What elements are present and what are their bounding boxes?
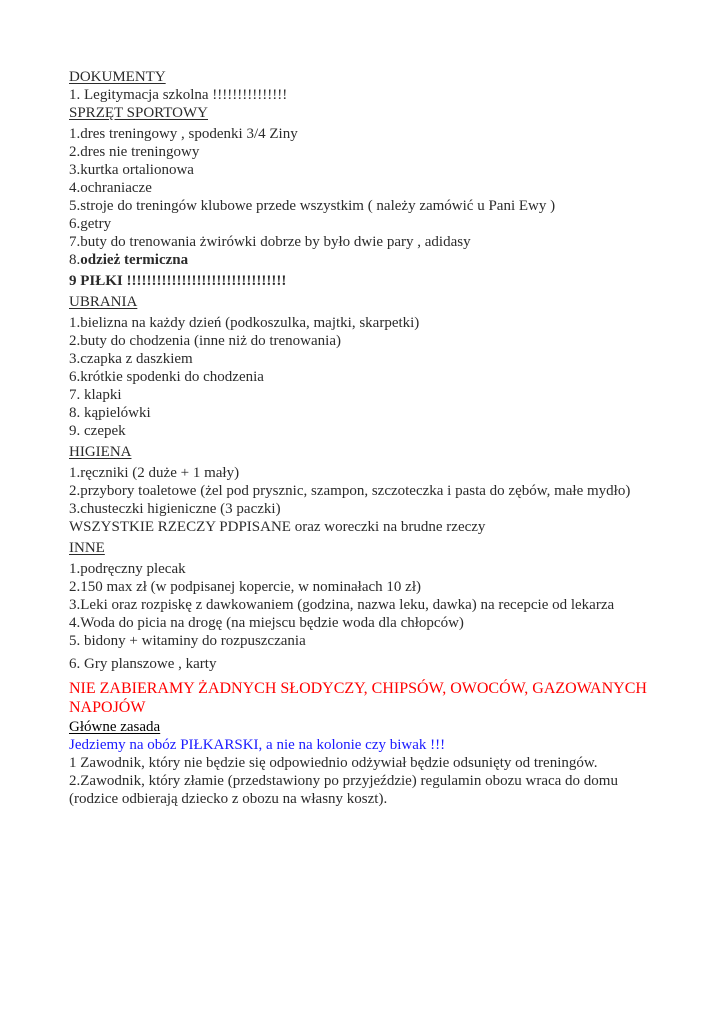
list-item: 4.Woda do picia na drogę (na miejscu będzie woda dla chłopców) bbox=[69, 615, 464, 631]
heading-ubrania: UBRANIA bbox=[69, 294, 138, 310]
heading-dokumenty: DOKUMENTY bbox=[69, 69, 166, 85]
list-item: 3.czapka z daszkiem bbox=[69, 351, 193, 367]
list-item: 6. Gry planszowe , karty bbox=[69, 656, 217, 672]
item-bold-text: odzież termiczna bbox=[80, 252, 189, 268]
heading-rules: Główne zasada bbox=[69, 719, 161, 735]
list-item: 2.przybory toaletowe (żel pod prysznic, szampon, szczoteczka i pasta do zębów, małe mydło) bbox=[69, 483, 631, 499]
list-item: 1. Legitymacja szkolna !!!!!!!!!!!!!!! bbox=[69, 87, 288, 103]
warning-text: NIE ZABIERAMY ŻADNYCH SŁODYCZY, CHIPSÓW, OWOCÓW, GAZOWANYCH NAPOJÓW bbox=[69, 680, 647, 716]
list-item-balls: 9 PIŁKI !!!!!!!!!!!!!!!!!!!!!!!!!!!!!!!! bbox=[69, 273, 287, 289]
list-item: 3.kurtka ortalionowa bbox=[69, 162, 194, 178]
list-item: 9. czepek bbox=[69, 423, 126, 439]
document-page bbox=[69, 68, 669, 808]
rules-intro: Jedziemy na obóz PIŁKARSKI, a nie na kolonie czy biwak !!! bbox=[69, 737, 446, 753]
list-item: 1.dres treningowy , spodenki 3/4 Ziny bbox=[69, 126, 298, 142]
list-item: 8. kąpielówki bbox=[69, 405, 151, 421]
list-item: 4.ochraniacze bbox=[69, 180, 152, 196]
item-number: 8. bbox=[69, 252, 81, 268]
list-item: 2.buty do chodzenia (inne niż do trenowania) bbox=[69, 333, 341, 349]
list-item: 1.bielizna na każdy dzień (podkoszulka, majtki, skarpetki) bbox=[69, 315, 420, 331]
list-item-signed-note: WSZYSTKIE RZECZY PDPISANE oraz woreczki na brudne rzeczy bbox=[69, 519, 486, 535]
list-item: 1.podręczny plecak bbox=[69, 561, 186, 577]
list-item: 1.ręczniki (2 duże + 1 mały) bbox=[69, 465, 240, 481]
rule-item: 1 Zawodnik, który nie będzie się odpowiednio odżywiał będzie odsunięty od treningów. bbox=[69, 755, 598, 771]
list-item: 5.stroje do treningów klubowe przede wszystkim ( należy zamówić u Pani Ewy ) bbox=[69, 198, 556, 214]
list-item: 3.chusteczki higieniczne (3 paczki) bbox=[69, 501, 281, 517]
list-item: 7. klapki bbox=[69, 387, 122, 403]
list-item: 2.150 max zł (w podpisanej kopercie, w nominałach 10 zł) bbox=[69, 579, 421, 595]
list-item: 7.buty do trenowania żwirówki dobrze by było dwie pary , adidasy bbox=[69, 234, 471, 250]
list-item: 5. bidony + witaminy do rozpuszczania bbox=[69, 633, 306, 649]
heading-inne: INNE bbox=[69, 540, 105, 556]
list-item: 6.getry bbox=[69, 216, 112, 232]
list-item: 3.Leki oraz rozpiskę z dawkowaniem (godzina, nazwa leku, dawka) na recepcie od lekarza bbox=[69, 597, 615, 613]
list-item: 6.krótkie spodenki do chodzenia bbox=[69, 369, 264, 385]
heading-higiena: HIGIENA bbox=[69, 444, 132, 460]
list-item-thermal bbox=[69, 251, 669, 269]
list-item: 2.dres nie treningowy bbox=[69, 144, 200, 160]
rule-item: 2.Zawodnik, który złamie (przedstawiony po przyjeździe) regulamin obozu wraca do domu (rodzice odbierają dziecko z obozu na własny koszt). bbox=[69, 773, 618, 807]
heading-sprzet-sportowy: SPRZĘT SPORTOWY bbox=[69, 105, 208, 121]
